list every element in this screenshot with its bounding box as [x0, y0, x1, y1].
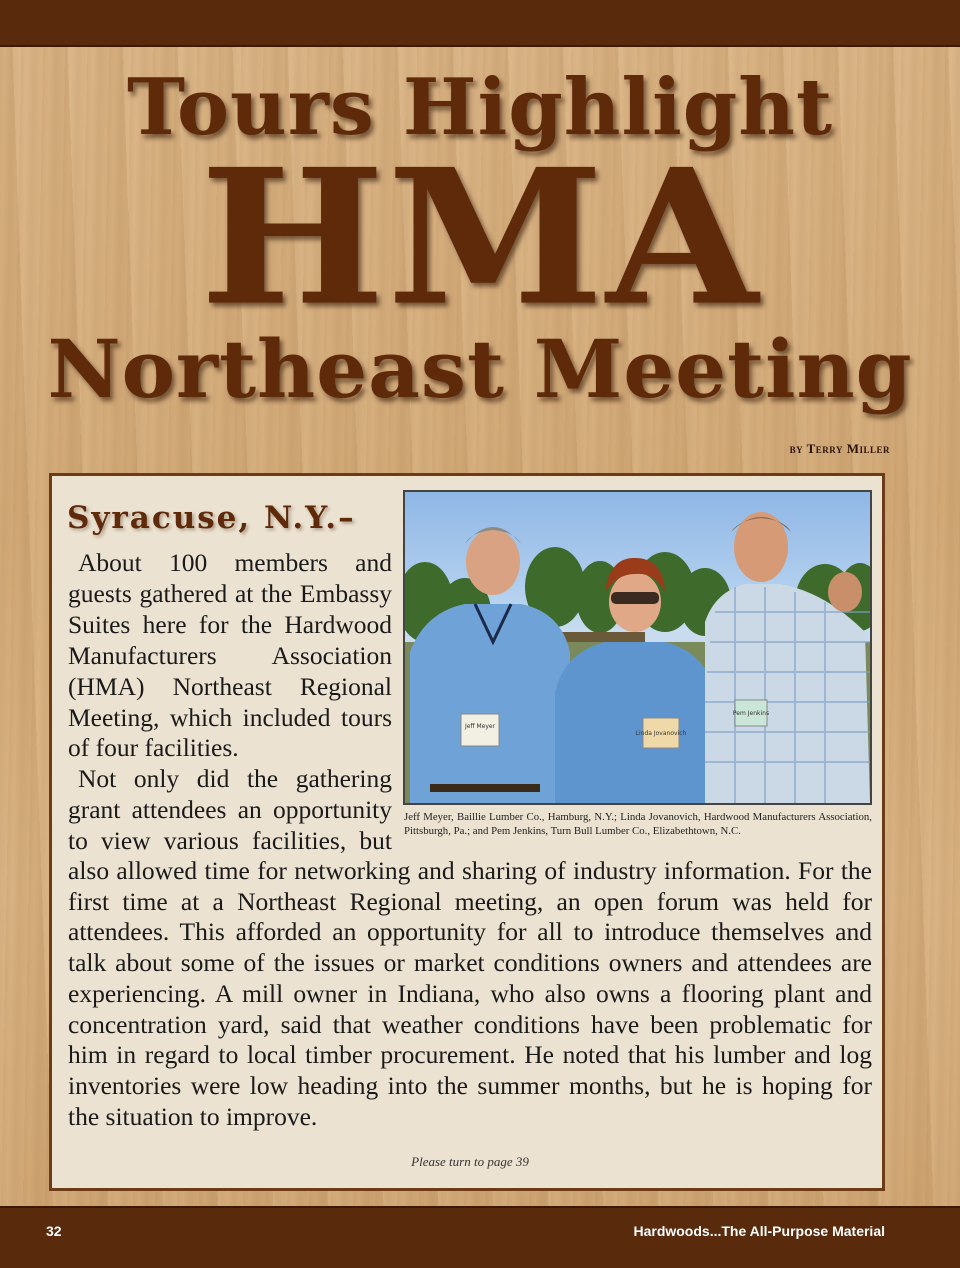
page-number: 32: [46, 1223, 62, 1239]
column-line: About 100 members and: [78, 548, 392, 577]
headline-hma: HMA: [199, 128, 761, 348]
photo-badge: Pem Jenkins: [732, 710, 770, 717]
photo-caption: Jeff Meyer, Baillie Lumber Co., Hamburg, N.Y.; Linda Jovanovich, Hardwood Manufacturers Association, Pittsburgh, Pa.; and Pem Jenkins, Turn Bull Lumber Co., Elizabethtown, N.C.: [404, 811, 872, 837]
column-line: of four facilities.: [68, 733, 239, 762]
byline: by Terry Miller: [789, 441, 890, 456]
column-line: Suites here for the Hardwood: [68, 610, 392, 639]
column-line: grant attendees an opportunity: [68, 795, 392, 824]
dateline: Syracuse, N.Y.–: [67, 500, 356, 536]
continued-note: Please turn to page 39: [411, 1154, 529, 1169]
column-line: Meeting, which included tours: [68, 703, 392, 732]
publication-title: Hardwoods...The All-Purpose Material: [633, 1223, 885, 1239]
column-line: Not only did the gathering: [78, 764, 392, 793]
photo-badge: Jeff Meyer: [464, 723, 496, 730]
photo-badge: Linda Jovanovich: [635, 730, 687, 737]
article-body: also allowed time for networking and sharing of industry information. For the first time at a Northeast Regional meeting, an open forum was held for attendees. This afforded an opportunity for all to introduce themselves and talk about some of the issues or market conditions owners and attendees are experiencing. A mill owner in Indiana, who also owns a flooring plant and concentration yard, said that weather conditions have been problematic for him in regard to local timber procurement. He noted that his lumber and log inventories were low heading into the summer months, but he is hoping for the situation to improve.: [68, 856, 872, 1131]
column-line: to view various facilities, but: [68, 826, 392, 855]
headline-line3: Northeast Meeting: [47, 322, 913, 416]
column-line: guests gathered at the Embassy: [68, 579, 392, 608]
headline-line1: Tours Highlight: [126, 62, 834, 153]
column-line: Manufacturers Association: [68, 641, 392, 670]
column-line: (HMA) Northeast Regional: [68, 672, 392, 701]
group-photo: [403, 490, 872, 805]
photo-illustration: [405, 492, 870, 803]
top-bar: [0, 0, 960, 47]
